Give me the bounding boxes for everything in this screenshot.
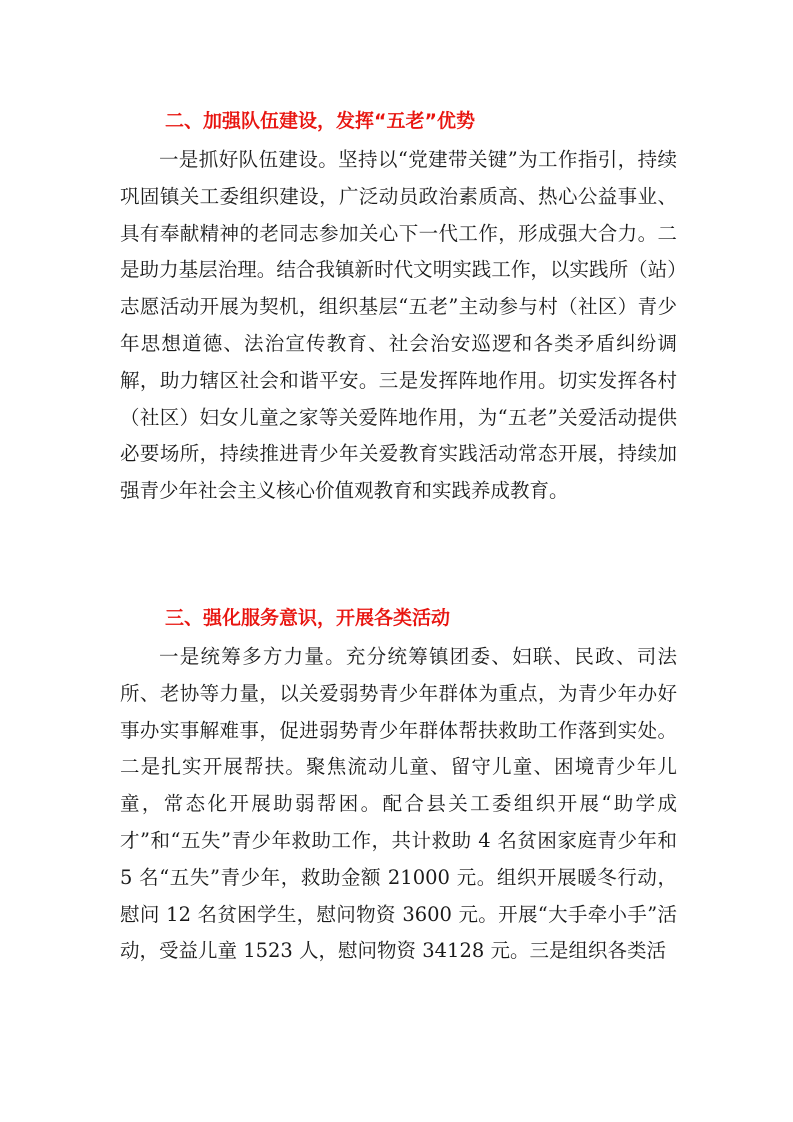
section-paragraph-3: 一是统筹多方力量。充分统筹镇团委、妇联、民政、司法所、老协等力量，以关爱弱势青少年群体为重点，为青少年办好事办实事解难事，促进弱势青少年群体帮扶救助工作落到实处。二是扎实开展帮扶。聚焦流动儿童、留守儿童、困境青少年儿童，常态化开展助弱帮困。配合县关工委组织开展“助学成才”和“五失”青少年救助工作，共计救助 4 名贫困家庭青少年和 5 名“五失”青少年，救助金额 21000 元。组织开展暖冬行动，慰问 12 名贫困学生，慰问物资 3600 元。开展“大手牵小手”活动，受益儿童 1523 人，慰问物资 34128 元。三是组织各类活: [120, 645, 677, 963]
section-paragraph-2: 一是抓好队伍建设。坚持以“党建带关键”为工作指引，持续巩固镇关工委组织建设，广泛动员政治素质高、热心公益事业、具有奉献精神的老同志参加关心下一代工作，形成强大合力。二是助力基层治理。结合我镇新时代文明实践工作，以实践所（站）志愿活动开展为契机，组织基层“五老”主动参与村（社区）青少年思想道德、法治宣传教育、社会治安巡逻和各类矛盾纠纷调解，助力辖区社会和谐平安。三是发挥阵地作用。切实发挥各村（社区）妇女儿童之家等关爱阵地作用，为“五老”关爱活动提供必要场所，持续推进青少年关爱教育实践活动常态开展，持续加强青少年社会主义核心价值观教育和实践养成教育。: [120, 148, 677, 503]
section-heading-2: 二、加强队伍建设，发挥“五老”优势: [165, 110, 475, 132]
section-heading-3: 三、强化服务意识，开展各类活动: [165, 607, 451, 629]
